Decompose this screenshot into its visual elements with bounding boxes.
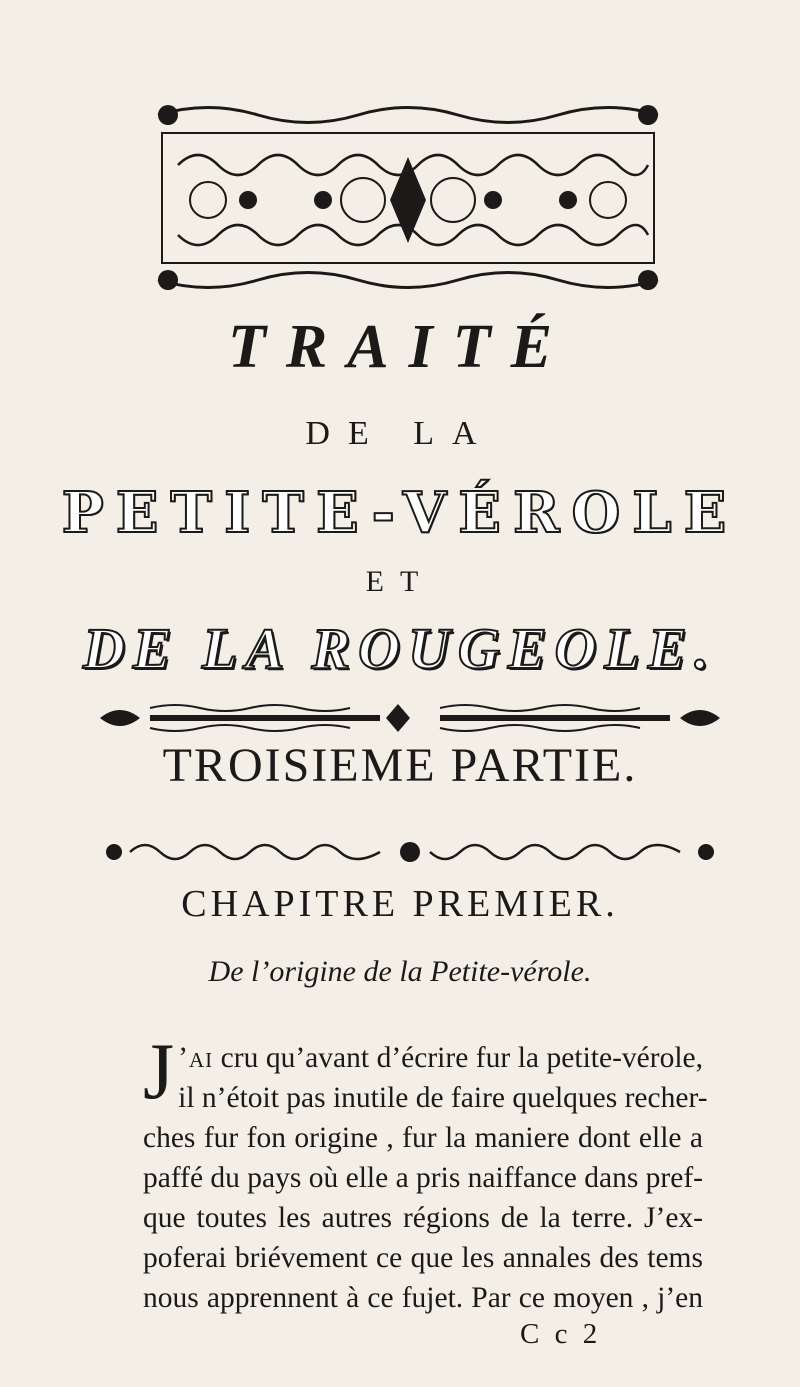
title-traite: TRAITÉ <box>228 313 572 381</box>
signature-mark: C c 2 <box>520 1318 602 1350</box>
text-line-5: que toutes les autres régions de la terre. J’ex- <box>143 1202 703 1234</box>
chapter-subtitle: De l’origine de la Petite-vérole. <box>208 955 592 988</box>
text-line-4: paffé du pays où elle a pris naiffance dans pref- <box>143 1162 703 1194</box>
text-line-2: il n’étoit pas inutile de faire quelques recher- <box>178 1082 708 1114</box>
ornamental-headpiece <box>148 95 668 300</box>
text-line-7: nous apprennent à ce fujet. Par ce moyen , j’en <box>143 1282 703 1314</box>
text-line-1-rest: cru qu’avant d’écrire fur la petite-vérole, <box>213 1042 703 1074</box>
title-de-la: DE LA <box>305 415 495 452</box>
title-petite-verole: PETITE-VÉROLE <box>61 480 739 546</box>
ornamental-band-bottom <box>100 834 720 870</box>
first-word: ’ai <box>178 1042 214 1074</box>
chapter-heading: CHAPITRE PREMIER. <box>181 883 619 925</box>
text-line-1 <box>143 1038 703 1078</box>
text-line-3: ches fur fon origine , fur la maniere dont elle a <box>143 1122 703 1154</box>
drop-cap: J <box>143 1028 175 1116</box>
ornamental-band-top <box>100 700 720 736</box>
title-rougeole: DE LA ROUGEOLE. <box>82 616 717 681</box>
text-line-6: poferai briévement ce que les annales des tems <box>143 1242 703 1274</box>
body-paragraph <box>143 1028 708 1318</box>
part-heading: TROISIEME PARTIE. <box>162 739 638 792</box>
title-et: ET <box>365 565 435 598</box>
